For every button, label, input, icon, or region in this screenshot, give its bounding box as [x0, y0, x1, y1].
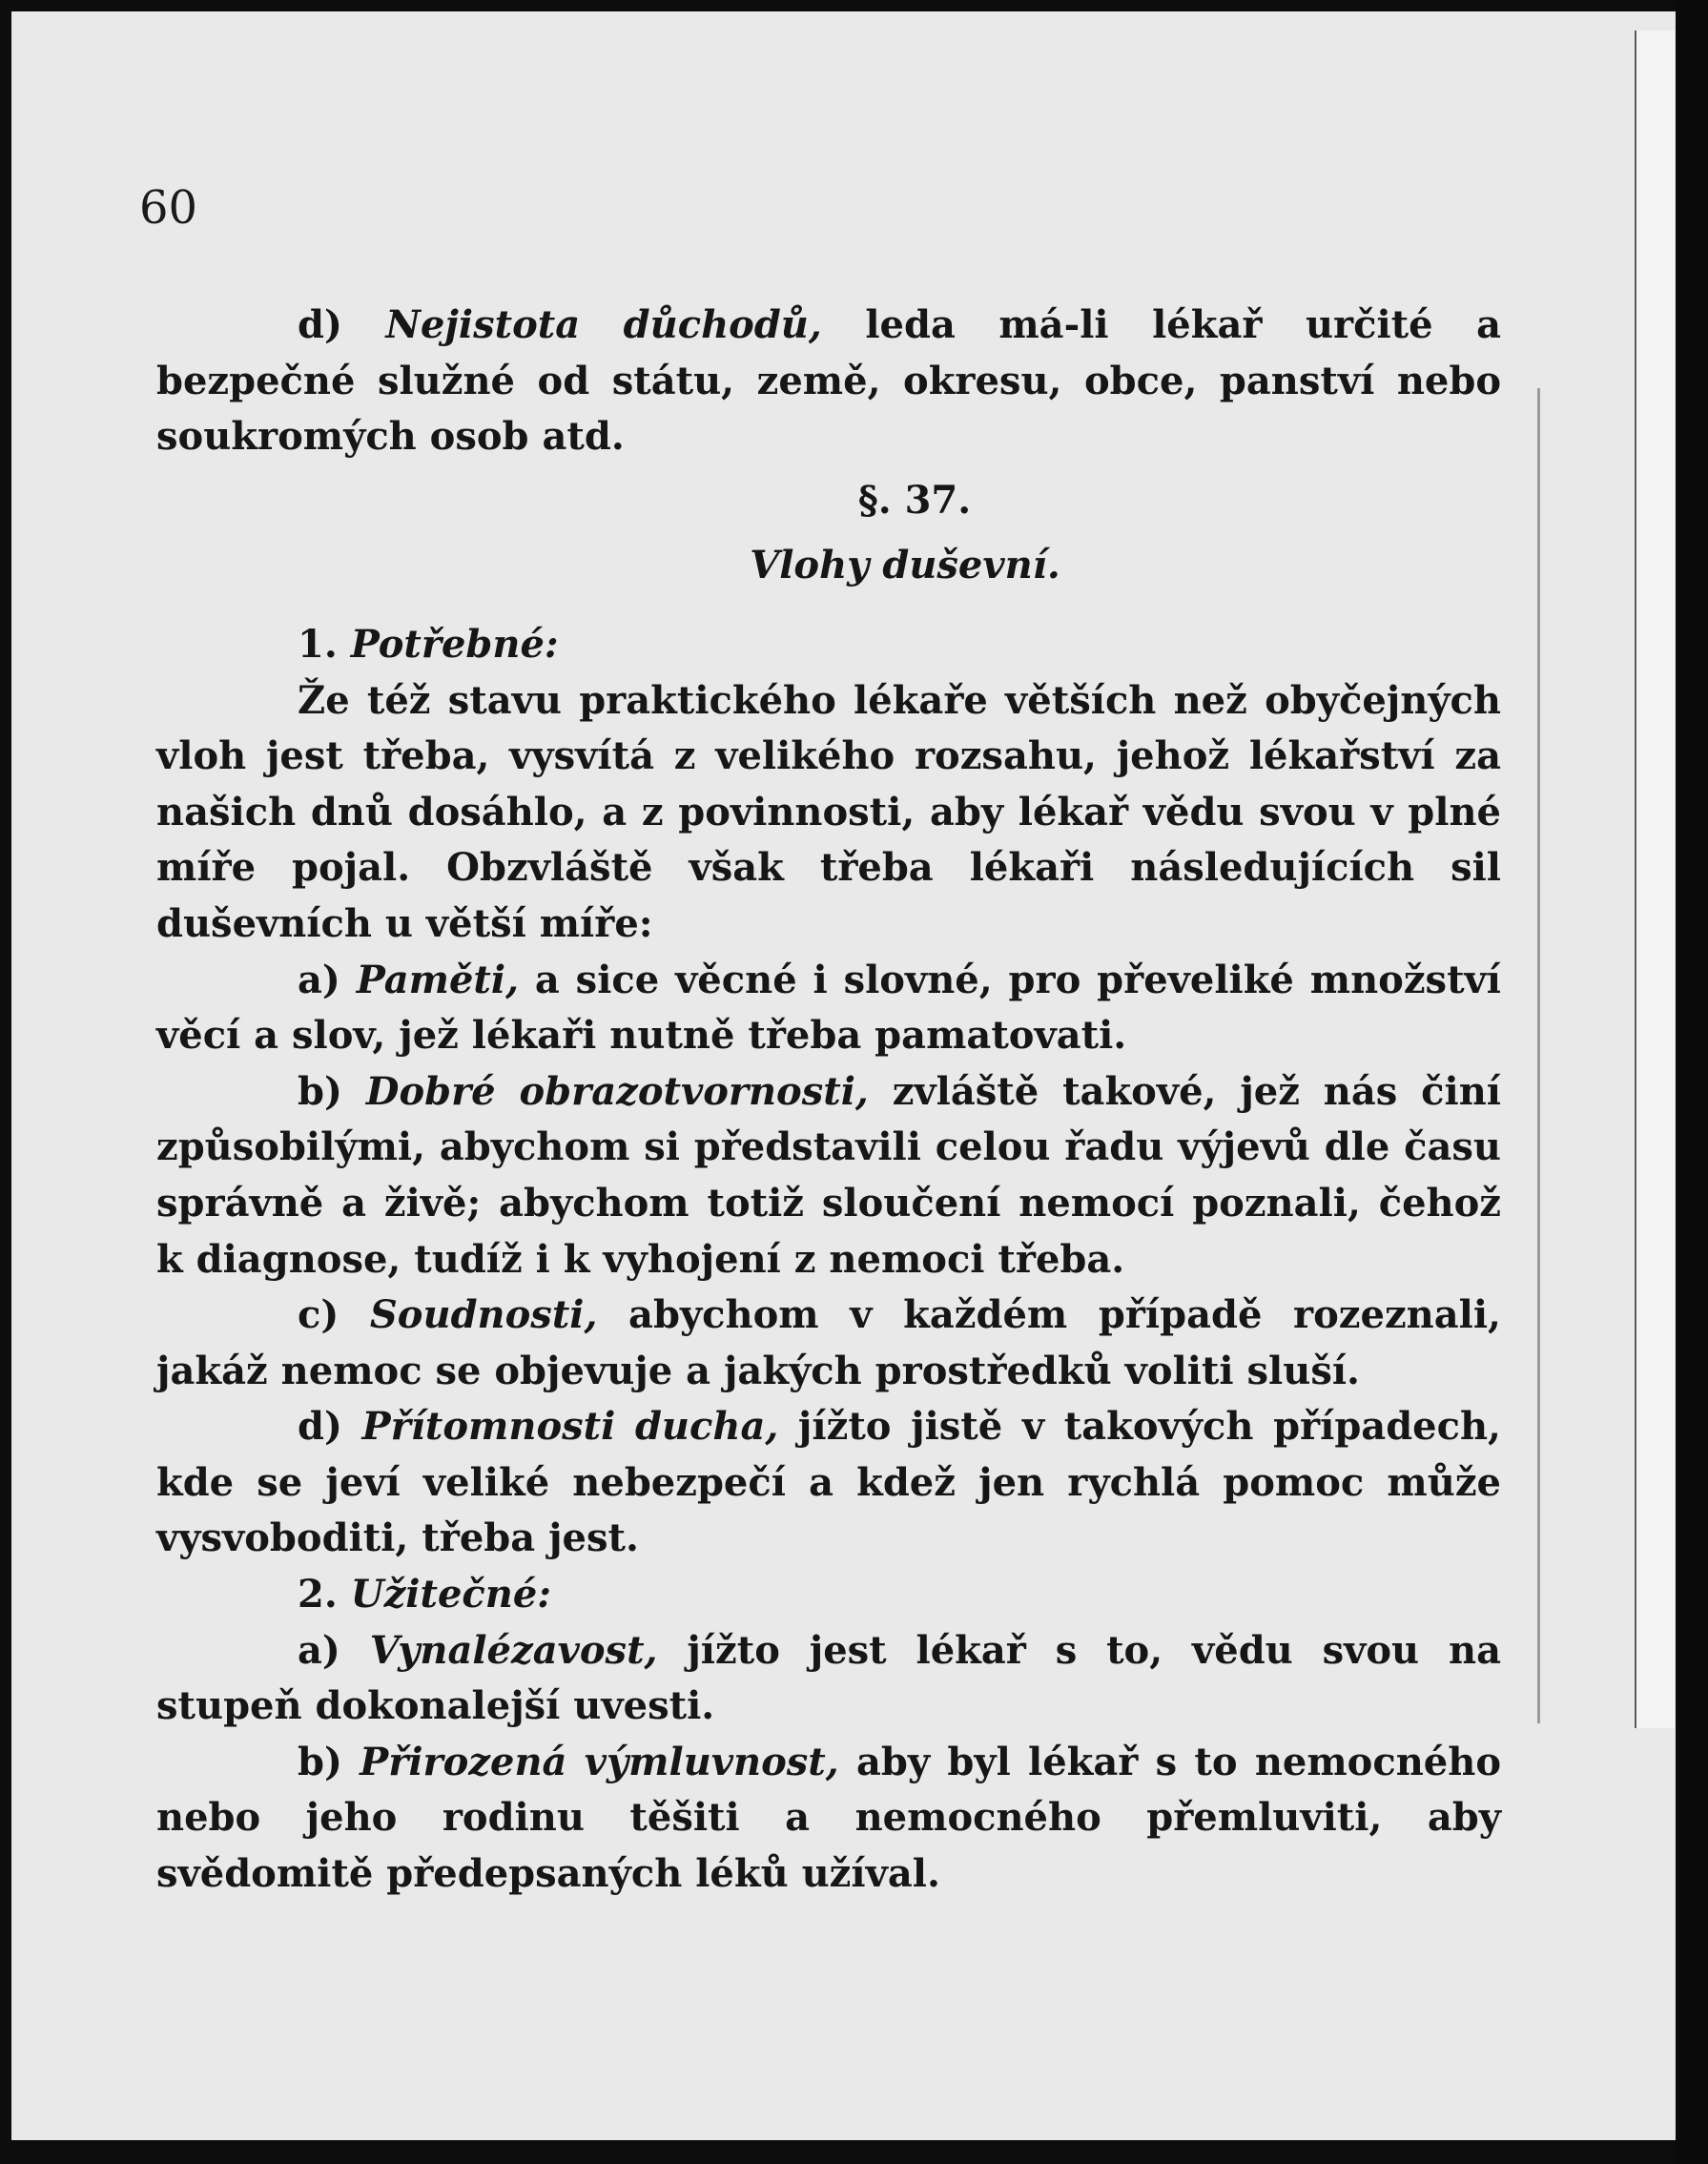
item-term: Potřebné: [350, 621, 559, 667]
item-marker: d) [298, 1404, 342, 1450]
item-marker: d) [298, 302, 342, 347]
item-term: Paměti, [356, 957, 520, 1002]
page-text [156, 298, 1501, 1903]
paragraph-intro: Že též stavu praktického lékaře větších než obyčejných vloh jest třeba, vysvítá z velikého rozsahu, jehož lékařství za našich dnů dosáhlo, a z povinnosti, aby lékař vědu svou v plné míře pojal. Obzvláště však třeba lékaři následujících sil duševních u větší míře: [156, 677, 1501, 946]
item-marker: c) [298, 1292, 340, 1338]
item-marker: a) [298, 1627, 340, 1673]
item-marker: 1. [298, 621, 338, 667]
item-term: Soudnosti, [369, 1292, 598, 1338]
item-text: a sice věcné i slovné, pro převeliké množství věcí a slov, jež lékaři nutně třeba pamatovati. [156, 957, 1501, 1059]
next-page-edge [1537, 388, 1540, 1723]
item-marker: b) [298, 1739, 342, 1784]
paragraph-a-memory [156, 953, 1501, 1064]
subheading-necessary [156, 617, 1501, 673]
item-term: Přítomnosti ducha, [361, 1404, 779, 1450]
scan-border-right [1676, 0, 1708, 2164]
section-number: §. 37. [857, 477, 972, 523]
book-page [11, 11, 1676, 2140]
item-term: Nejistota důchodů, [385, 302, 822, 347]
paragraph-c-judgement [156, 1288, 1501, 1399]
paragraph-d-income [156, 298, 1501, 465]
item-text: zvláště takové, jež nás činí způsobilými, abychom si představili celou řadu výjevů dle času správně a živě; abychom totiž sloučení nemocí poznali, čehož k diagnose, tudíž i k vyhojení z nemoci třeba. [156, 1068, 1501, 1282]
section-heading: Vlohy duševní. [750, 543, 1060, 588]
item-marker: a) [298, 957, 340, 1002]
paragraph-b-eloquence [156, 1735, 1501, 1903]
item-text: aby byl lékař s to nemocného nebo jeho rodinu těšiti a nemocného přemluviti, aby svědomitě předepsaných léků užíval. [156, 1739, 1501, 1897]
paragraph-b-imagination [156, 1064, 1501, 1288]
page-number: 60 [139, 181, 198, 235]
subheading-useful [156, 1567, 1501, 1623]
item-term: Dobré obrazotvornosti, [365, 1068, 869, 1114]
paragraph-d-presence [156, 1399, 1501, 1567]
item-text: jížto jest lékař s to, vědu svou na stupeň dokonalejší uvesti. [156, 1627, 1501, 1729]
item-term: Přirozená výmluvnost, [360, 1739, 839, 1784]
item-term: Vynalézavost, [369, 1627, 658, 1673]
item-text: jížto jistě v takových případech, kde se jeví veliké nebezpečí a kdež jen rychlá pomoc může vysvoboditi, třeba jest. [156, 1404, 1501, 1561]
item-text: leda má-li lékař určité a bezpečné služné od státu, země, okresu, obce, panství nebo soukromých osob atd. [156, 302, 1502, 460]
item-term: Užitečné: [350, 1572, 552, 1618]
paragraph-a-inventiveness [156, 1623, 1501, 1735]
item-marker: 2. [298, 1572, 338, 1618]
adjacent-page-fragment [1635, 31, 1675, 1728]
item-text: abychom v každém případě rozeznali, jakáž nemoc se objevuje a jakých prostředků voliti sluší. [156, 1292, 1501, 1393]
item-marker: b) [298, 1068, 342, 1114]
